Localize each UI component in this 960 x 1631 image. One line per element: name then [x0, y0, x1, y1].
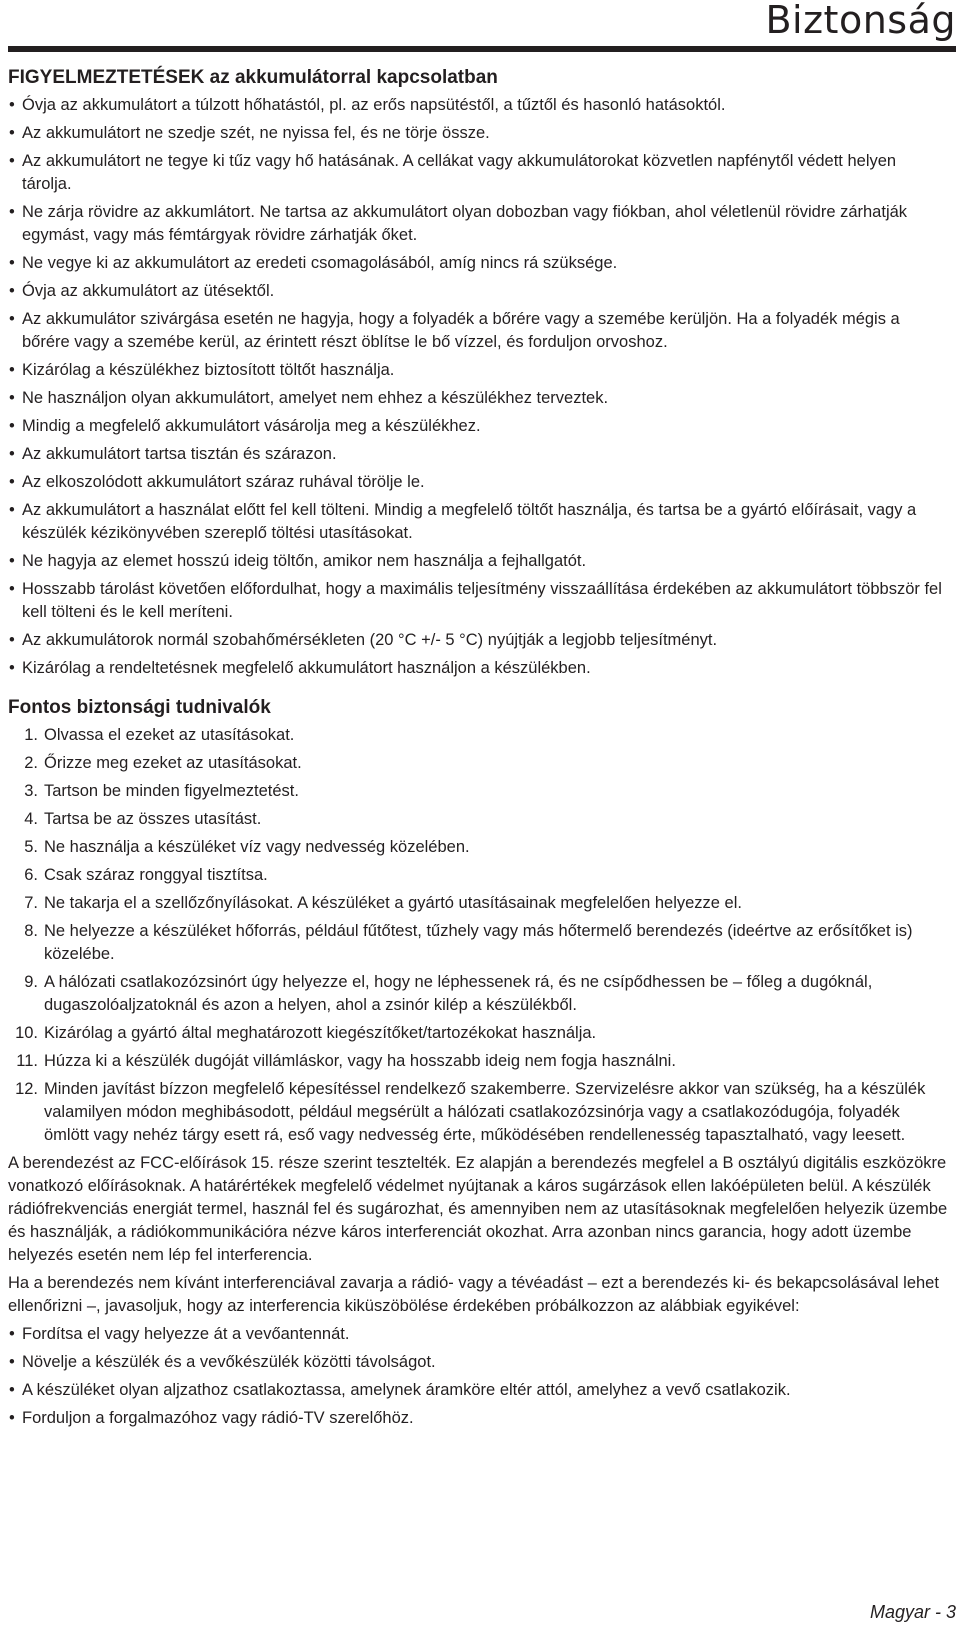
list-item: • Az akkumulátorok normál szobahőmérsékleten (20 °C +/- 5 °C) nyújtják a legjobb teljesítményt.	[8, 629, 948, 652]
page-number: Magyar - 3	[869, 1602, 956, 1622]
list-item: • Óvja az akkumulátort az ütésektől.	[8, 280, 948, 303]
list-item: • Az akkumulátort ne szedje szét, ne nyissa fel, és ne törje össze.	[8, 122, 948, 145]
list-item: • Ne használjon olyan akkumulátort, amelyet nem ehhez a készülékhez terveztek.	[8, 387, 948, 410]
list-item: • Az akkumulátor szivárgása esetén ne hagyja, hogy a folyadék a bőrére vagy a szemébe kerüljön. Ha a folyadék mégis a bőrére vagy a szemébe kerül, az érintett részt öblítse le bő vízzel, és forduljon orvoshoz.	[9, 310, 900, 351]
bullet-icon: •	[9, 631, 15, 649]
list-item: 11. Húzza ki a készülék dugóját villámláskor, vagy ha hosszabb ideig nem fogja használni.	[16, 1052, 676, 1070]
header-divider	[8, 46, 956, 52]
interference-list	[8, 1323, 948, 1430]
bullet-icon: •	[9, 1325, 15, 1343]
bullet-icon: •	[9, 361, 15, 379]
list-item: 1. Olvassa el ezeket az utasításokat.	[24, 726, 295, 744]
list-item: • Kizárólag a rendeltetésnek megfelelő akkumulátort használjon a készülékben.	[8, 657, 948, 680]
fcc-paragraph: A berendezést az FCC-előírások 15. része szerint tesztelték. Ez alapján a berendezés megfelel a B osztályú digitális eszközökre vonatkozó előírásoknak. A határértékek megfelelő védelmet nyújtanak a káros sugárzások ellen lakóépületen belül. A készülék rádiófrekvenciás energiát termel, használ fel és sugározhat, és amennyiben nem az utasításoknak megfelelően helyezik üzembe és használják, a rádiókommunikációra nézve káros interferenciát okozhat. Arra azonban nincs garancia, hogy adott üzembe helyezés esetén nem lép fel interferencia.	[8, 1154, 948, 1264]
bullet-icon: •	[9, 1381, 15, 1399]
list-item: 2. Őrizze meg ezeket az utasításokat.	[24, 754, 302, 772]
list-item: • A készüléket olyan aljzathoz csatlakoztassa, amelynek áramköre eltér attól, amelyhez a vevő csatlakozik.	[8, 1379, 948, 1402]
list-item: 7. Ne takarja el a szellőzőnyílásokat. A készüléket a gyártó utasításainak megfelelően helyezze el.	[24, 894, 742, 912]
list-item: • Az akkumulátort ne tegye ki tűz vagy hő hatásának. A cellákat vagy akkumulátorokat közvetlen napfénytől védett helyen tárolja.	[9, 152, 897, 193]
list-item: • Az akkumulátort tartsa tisztán és szárazon.	[8, 443, 948, 466]
battery-warnings-heading: FIGYELMEZTETÉSEK az akkumulátorral kapcsolatban	[8, 67, 498, 88]
list-item: • Kizárólag a készülékhez biztosított töltőt használja.	[8, 359, 948, 382]
bullet-icon: •	[9, 473, 15, 491]
list-item: • Fordítsa el vagy helyezze át a vevőantennát.	[8, 1323, 948, 1346]
list-item: • Növelje a készülék és a vevőkészülék közötti távolságot.	[8, 1351, 948, 1374]
safety-heading: Fontos biztonsági tudnivalók	[8, 697, 271, 718]
list-item: 9. A hálózati csatlakozózsinórt úgy helyezze el, hogy ne léphessenek rá, és ne csípődhessen be – főleg a dugóknál, dugaszolóaljzatoknál és azon a helyen, ahol a zsinór kilép a készülékből.	[24, 973, 873, 1014]
safety-instructions-list	[8, 724, 948, 1147]
battery-warnings-list	[8, 94, 948, 680]
bullet-icon: •	[9, 203, 15, 221]
list-item: 6. Csak száraz ronggyal tisztítsa.	[24, 866, 268, 884]
bullet-icon: •	[9, 580, 15, 598]
list-item: • Óvja az akkumulátort a túlzott hőhatástól, pl. az erős napsütéstől, a tűztől és hasonló hatásoktól.	[8, 94, 948, 117]
list-item: 5. Ne használja a készüléket víz vagy nedvesség közelében.	[24, 838, 470, 856]
bullet-icon: •	[9, 254, 15, 272]
bullet-icon: •	[9, 417, 15, 435]
list-item: 4. Tartsa be az összes utasítást.	[24, 810, 262, 828]
list-item: 10. Kizárólag a gyártó által meghatározott kiegészítőket/tartozékokat használja.	[15, 1024, 597, 1042]
list-item: • Forduljon a forgalmazóhoz vagy rádió-TV szerelőhöz.	[8, 1407, 948, 1430]
list-item: 8. Ne helyezze a készüléket hőforrás, például fűtőtest, tűzhely vagy más hőtermelő berendezés (ideértve az erősítőket is) közelébe.	[24, 922, 913, 963]
bullet-icon: •	[9, 1409, 15, 1427]
bullet-icon: •	[9, 1353, 15, 1371]
bullet-icon: •	[9, 501, 15, 519]
main-content	[8, 66, 948, 1435]
list-item: • Ne zárja rövidre az akkumlátort. Ne tartsa az akkumulátort olyan dobozban vagy fiókban, ahol véletlenül rövidre zárhatják egymást, vagy más fémtárgyak rövidre zárhatják őket.	[9, 203, 908, 244]
bullet-icon: •	[9, 552, 15, 570]
bullet-icon: •	[9, 124, 15, 142]
bullet-icon: •	[9, 310, 15, 328]
page-title: Biztonság	[765, 0, 956, 42]
interference-paragraph: Ha a berendezés nem kívánt interferenciával zavarja a rádió- vagy a tévéadást – ezt a berendezés ki- és bekapcsolásával lehet ellenőrizni –, javasoljuk, hogy az interferencia kiküszöbölése érdekében próbálkozzon az alábbiak egyikével:	[8, 1274, 939, 1315]
bullet-icon: •	[9, 445, 15, 463]
list-item: • Az elkoszolódott akkumulátort száraz ruhával törölje le.	[8, 471, 948, 494]
bullet-icon: •	[9, 152, 15, 170]
list-item: • Ne vegye ki az akkumulátort az eredeti csomagolásából, amíg nincs rá szüksége.	[8, 252, 948, 275]
bullet-icon: •	[9, 389, 15, 407]
list-item: • Hosszabb tárolást követően előfordulhat, hogy a maximális teljesítmény visszaállítása érdekében az akkumulátort többször fel kell tölteni és le kell meríteni.	[9, 580, 942, 621]
bullet-icon: •	[9, 282, 15, 300]
list-item: • Az akkumulátort a használat előtt fel kell tölteni. Mindig a megfelelő töltőt használja, és tartsa be a gyártó előírásait, vagy a készülék kézikönyvében szereplő töltési utasításokat.	[9, 501, 917, 542]
list-item: • Mindig a megfelelő akkumulátort vásárolja meg a készülékhez.	[8, 415, 948, 438]
list-item: 12. Minden javítást bízzon megfelelő képesítéssel rendelkező szakemberre. Szervizelésre akkor van szükség, ha a készülék valamilyen módon meghibásodott, például megsérült a hálózati csatlakozózsinórja vagy a csatlakozódugója, folyadék ömlött vagy nehéz tárgy esett rá, eső vagy nedvesség érte, működésében rendellenesség tapasztalható, vagy leesett.	[15, 1080, 926, 1144]
bullet-icon: •	[9, 659, 15, 677]
bullet-icon: •	[9, 96, 15, 114]
list-item: 3. Tartson be minden figyelmeztetést.	[24, 782, 299, 800]
list-item: • Ne hagyja az elemet hosszú ideig töltőn, amikor nem használja a fejhallgatót.	[8, 550, 948, 573]
